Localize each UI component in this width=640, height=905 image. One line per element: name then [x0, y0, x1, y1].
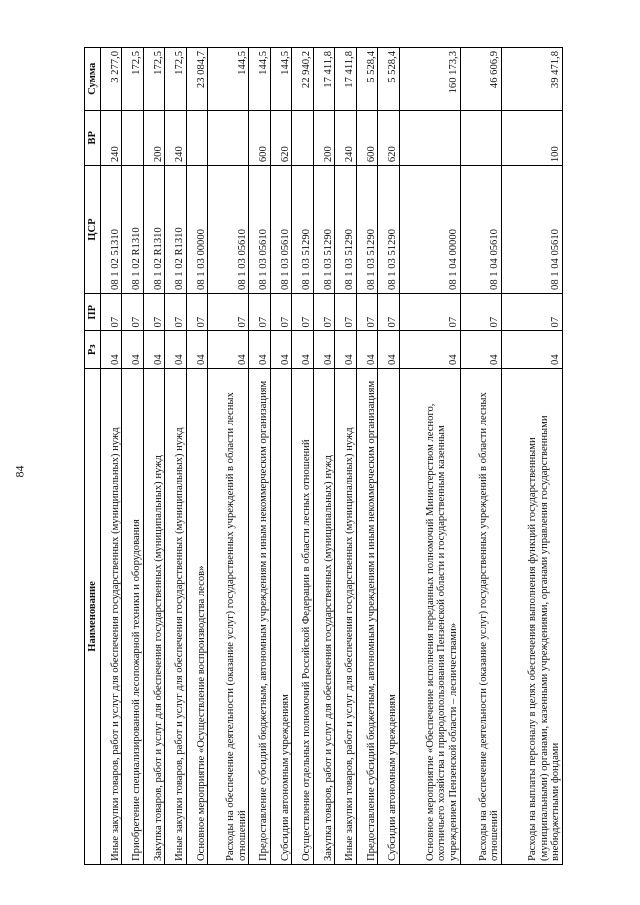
cell-sum: 17 411,8	[335, 48, 356, 111]
cell-pr: 07	[186, 293, 207, 331]
cell-pr: 07	[335, 293, 356, 331]
cell-rz: 04	[399, 331, 460, 369]
cell-csr: 08 1 02 R1310	[165, 166, 186, 294]
cell-pr: 07	[165, 293, 186, 331]
cell-sum: 39 471,8	[501, 48, 562, 111]
cell-csr: 08 1 02 51310	[101, 166, 122, 294]
cell-vr: 600	[249, 110, 270, 166]
table-row	[399, 48, 460, 865]
cell-rz: 04	[208, 331, 249, 369]
cell-vr: 240	[335, 110, 356, 166]
cell-vr: 200	[143, 110, 164, 166]
cell-sum: 17 411,8	[313, 48, 334, 111]
cell-sum: 46 606,9	[460, 48, 501, 111]
cell-rz: 04	[101, 331, 122, 369]
cell-name: Основное мероприятие «Обеспечение исполнения переданных полномочий Министерством лесного, охотничьего хозяйства и природопользования Пензенской области и государственным казенным учреждением Пензенской области – лесничествами»	[399, 368, 460, 864]
cell-vr: 200	[313, 110, 334, 166]
table-row	[501, 48, 562, 865]
cell-csr: 08 1 02 R1310	[143, 166, 164, 294]
cell-pr: 07	[501, 293, 562, 331]
cell-sum: 172,5	[122, 48, 143, 111]
cell-vr: 620	[270, 110, 291, 166]
header-name: Наименование	[85, 368, 101, 864]
cell-name: Расходы на обеспечение деятельности (оказание услуг) государственных учреждений в области лесных отношений	[208, 368, 249, 864]
cell-vr	[122, 110, 143, 166]
table-row	[356, 48, 377, 865]
cell-sum: 5 528,4	[378, 48, 399, 111]
cell-csr: 08 1 03 05610	[249, 166, 270, 294]
cell-vr: 100	[501, 110, 562, 166]
cell-csr: 08 1 03 51290	[378, 166, 399, 294]
table-row	[292, 48, 313, 865]
cell-rz: 04	[122, 331, 143, 369]
table-row	[335, 48, 356, 865]
table-row	[378, 48, 399, 865]
cell-csr: 08 1 03 05610	[208, 166, 249, 294]
cell-name: Субсидии автономным учреждениям	[378, 368, 399, 864]
cell-name: Субсидии автономным учреждениям	[270, 368, 291, 864]
cell-name: Иные закупки товаров, работ и услуг для обеспечения государственных (муниципальных) нужд	[101, 368, 122, 864]
header-pr: ПР	[85, 293, 101, 331]
cell-vr: 600	[356, 110, 377, 166]
cell-rz: 04	[270, 331, 291, 369]
cell-pr: 07	[313, 293, 334, 331]
cell-rz: 04	[186, 331, 207, 369]
cell-vr: 240	[165, 110, 186, 166]
cell-name: Иные закупки товаров, работ и услуг для обеспечения государственных (муниципальных) нужд	[165, 368, 186, 864]
cell-csr: 08 1 03 05610	[270, 166, 291, 294]
cell-pr: 07	[292, 293, 313, 331]
rotated-table-container	[84, 47, 563, 865]
cell-name: Предоставление субсидий бюджетным, автономным учреждениям и иным некоммерческим организациям	[249, 368, 270, 864]
cell-csr: 08 1 03 51290	[356, 166, 377, 294]
table-header-row	[85, 48, 101, 865]
cell-csr: 08 1 03 51290	[292, 166, 313, 294]
cell-rz: 04	[460, 331, 501, 369]
cell-csr: 08 1 03 51290	[335, 166, 356, 294]
cell-sum: 22 940,2	[292, 48, 313, 111]
table-row	[249, 48, 270, 865]
cell-rz: 04	[335, 331, 356, 369]
cell-rz: 04	[378, 331, 399, 369]
cell-sum: 160 173,3	[399, 48, 460, 111]
cell-name: Закупка товаров, работ и услуг для обеспечения государственных (муниципальных) нужд	[313, 368, 334, 864]
cell-rz: 04	[165, 331, 186, 369]
table-row	[270, 48, 291, 865]
cell-rz: 04	[313, 331, 334, 369]
cell-pr: 07	[208, 293, 249, 331]
cell-name: Закупка товаров, работ и услуг для обеспечения государственных (муниципальных) нужд	[143, 368, 164, 864]
page-number: 84	[12, 465, 27, 478]
cell-rz: 04	[143, 331, 164, 369]
cell-name: Приобретение специализированной лесопожарной техники и оборудования	[122, 368, 143, 864]
cell-vr	[208, 110, 249, 166]
cell-pr: 07	[378, 293, 399, 331]
table-row	[186, 48, 207, 865]
cell-vr	[399, 110, 460, 166]
cell-sum: 3 277,0	[101, 48, 122, 111]
cell-pr: 07	[122, 293, 143, 331]
table-row	[313, 48, 334, 865]
cell-name: Предоставление субсидий бюджетным, автономным учреждениям и иным некоммерческим организациям	[356, 368, 377, 864]
header-vr: ВР	[85, 110, 101, 166]
cell-sum: 23 084,7	[186, 48, 207, 111]
table-row	[165, 48, 186, 865]
cell-csr: 08 1 02 R1310	[122, 166, 143, 294]
cell-csr: 08 1 04 05610	[460, 166, 501, 294]
cell-sum: 172,5	[143, 48, 164, 111]
cell-sum: 144,5	[249, 48, 270, 111]
table-row	[122, 48, 143, 865]
header-sum: Сумма	[85, 48, 101, 111]
header-rz: Рз	[85, 331, 101, 369]
cell-rz: 04	[356, 331, 377, 369]
cell-sum: 172,5	[165, 48, 186, 111]
cell-name: Осуществление отдельных полномочий Российской Федерации в области лесных отношений	[292, 368, 313, 864]
cell-rz: 04	[249, 331, 270, 369]
cell-vr: 240	[101, 110, 122, 166]
cell-rz: 04	[292, 331, 313, 369]
cell-vr	[292, 110, 313, 166]
cell-csr: 08 1 03 51290	[313, 166, 334, 294]
table-row	[460, 48, 501, 865]
table-row	[208, 48, 249, 865]
budget-table	[84, 47, 563, 865]
cell-pr: 07	[399, 293, 460, 331]
cell-vr	[186, 110, 207, 166]
table-row	[101, 48, 122, 865]
cell-name: Расходы на обеспечение деятельности (оказание услуг) государственных учреждений в области лесных отношений	[460, 368, 501, 864]
cell-csr: 08 1 04 05610	[501, 166, 562, 294]
cell-pr: 07	[460, 293, 501, 331]
cell-rz: 04	[501, 331, 562, 369]
cell-pr: 07	[270, 293, 291, 331]
cell-sum: 144,5	[270, 48, 291, 111]
header-csr: ЦСР	[85, 166, 101, 294]
cell-pr: 07	[101, 293, 122, 331]
cell-pr: 07	[356, 293, 377, 331]
cell-sum: 144,5	[208, 48, 249, 111]
cell-vr	[460, 110, 501, 166]
cell-vr: 620	[378, 110, 399, 166]
cell-name: Расходы на выплаты персоналу в целях обеспечения выполнения функций государственными (муниципальными) органами, казенными учреждениями, органами управления государственными внебюджетными фондами	[501, 368, 562, 864]
cell-name: Иные закупки товаров, работ и услуг для обеспечения государственных (муниципальных) нужд	[335, 368, 356, 864]
table-row	[143, 48, 164, 865]
cell-pr: 07	[249, 293, 270, 331]
cell-sum: 5 528,4	[356, 48, 377, 111]
cell-csr: 08 1 04 00000	[399, 166, 460, 294]
cell-name: Основное мероприятие «Осуществление воспроизводства лесов»	[186, 368, 207, 864]
cell-csr: 08 1 03 00000	[186, 166, 207, 294]
cell-pr: 07	[143, 293, 164, 331]
